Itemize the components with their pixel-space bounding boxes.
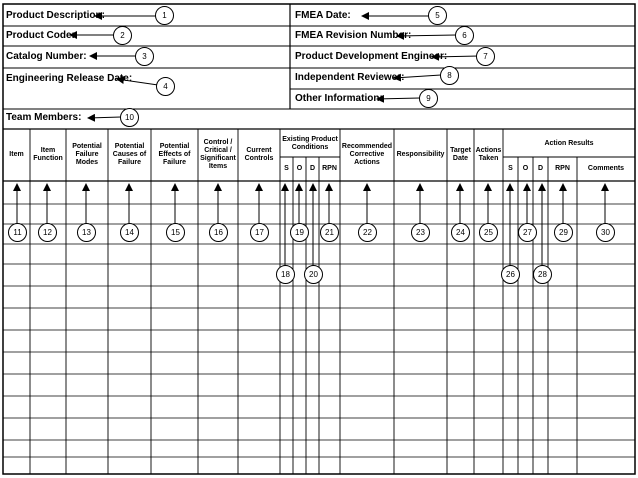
column-header-d: D: [309, 165, 316, 172]
callout-1: 1: [155, 6, 174, 25]
engineering-release-date-label: Engineering Release Date:: [6, 73, 133, 84]
callout-3: 3: [135, 47, 154, 66]
column-header-recommended-corrective-actions: Recommended Corrective Actions: [341, 143, 393, 166]
column-header-result-o: O: [522, 165, 529, 172]
callout-25: 25: [479, 223, 498, 242]
column-header-s: S: [284, 165, 289, 172]
product-description-label: Product Description:: [6, 10, 105, 21]
column-header-control-critical: Control / Critical / Significant Items: [200, 139, 236, 170]
fmea-revision-number-label: FMEA Revision Number:: [295, 30, 412, 41]
callout-6: 6: [455, 26, 474, 45]
product-code-label: Product Code:: [6, 30, 75, 41]
column-header-actions-taken: Actions Taken: [475, 147, 502, 162]
callout-4: 4: [156, 77, 175, 96]
callout-2: 2: [113, 26, 132, 45]
column-header-result-d: D: [537, 165, 544, 172]
callout-27: 27: [518, 223, 537, 242]
column-header-result-rpn: RPN: [555, 165, 570, 172]
callout-8: 8: [440, 66, 459, 85]
callout-11: 11: [8, 223, 27, 242]
other-information-label: Other Information:: [295, 93, 383, 104]
callout-14: 14: [120, 223, 139, 242]
callout-19: 19: [290, 223, 309, 242]
column-header-item: Item: [9, 151, 24, 158]
callout-5: 5: [428, 6, 447, 25]
column-header-existing-product-conditions: Existing Product Conditions: [282, 135, 338, 151]
callout-7: 7: [476, 47, 495, 66]
callout-17: 17: [250, 223, 269, 242]
column-header-responsibility: Responsibility: [396, 151, 445, 158]
callout-26: 26: [501, 265, 520, 284]
column-header-potential-effects: Potential Effects of Failure: [158, 143, 191, 166]
arrow-9: [377, 98, 420, 99]
team-members-label: Team Members:: [6, 112, 82, 123]
independent-reviewer-label: Independent Reviewer:: [295, 72, 405, 83]
callout-18: 18: [276, 265, 295, 284]
arrow-10: [88, 117, 121, 118]
callout-29: 29: [554, 223, 573, 242]
callout-13: 13: [77, 223, 96, 242]
callout-9: 9: [419, 89, 438, 108]
callout-22: 22: [358, 223, 377, 242]
callout-20: 20: [304, 265, 323, 284]
column-header-rpn: RPN: [322, 165, 337, 172]
callout-28: 28: [533, 265, 552, 284]
callout-16: 16: [209, 223, 228, 242]
catalog-number-label: Catalog Number:: [6, 51, 87, 62]
column-header-action-results: Action Results: [544, 139, 594, 147]
column-header-target-date: Target Date: [450, 147, 471, 162]
callout-21: 21: [320, 223, 339, 242]
column-header-comments: Comments: [587, 165, 625, 172]
callout-23: 23: [411, 223, 430, 242]
column-header-potential-failure-modes: Potential Failure Modes: [72, 143, 102, 166]
column-header-o: O: [296, 165, 303, 172]
callout-15: 15: [166, 223, 185, 242]
fmea-date-label: FMEA Date:: [295, 10, 351, 21]
product-development-engineer-label: Product Development Engineer:: [295, 51, 448, 62]
callout-12: 12: [38, 223, 57, 242]
column-header-item-function: Item Function: [33, 147, 63, 162]
callout-30: 30: [596, 223, 615, 242]
callout-24: 24: [451, 223, 470, 242]
callout-10: 10: [120, 108, 139, 127]
column-header-result-s: S: [508, 165, 513, 172]
column-header-potential-causes: Potential Causes of Failure: [112, 143, 147, 166]
column-header-current-controls: Current Controls: [244, 147, 274, 162]
